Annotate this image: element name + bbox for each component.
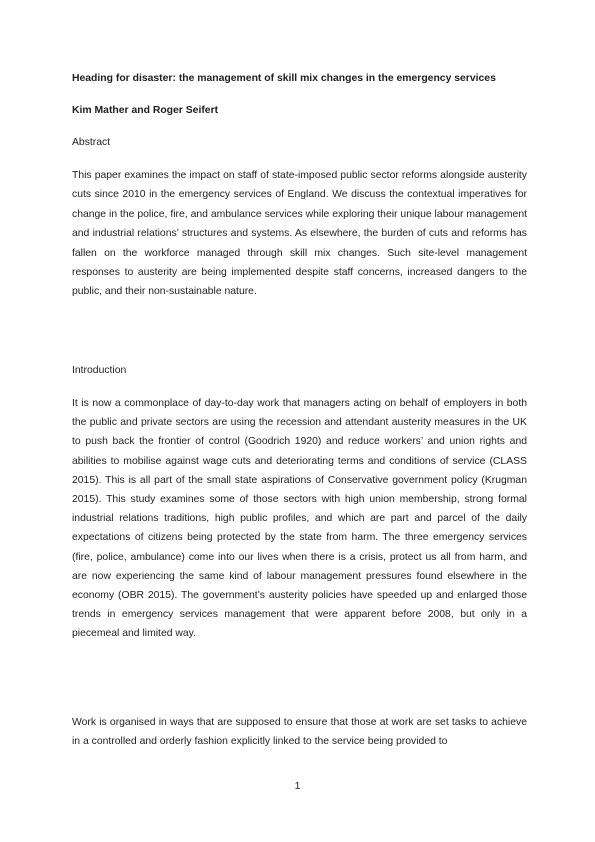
introduction-heading: Introduction [72,365,127,376]
paper-authors: Kim Mather and Roger Seifert [72,105,219,116]
abstract-heading: Abstract [72,137,111,148]
intro-paragraph-1: It is now a commonplace of day-to-day work that managers acting on behalf of employers in both the public and private sectors are using the recession and attendant austerity measures in the UK to push back the frontier of control (Goodrich 1920) and reduce workers’ and union rights and abilities to mobilise against wage cuts and deteriorating terms and conditions of service (CLASS 2015). This is all part of the small state aspirations of Conservative government policy (Krugman 2015). This study examines some of those sectors with high union membership, strong formal industrial relations traditions, high public profiles, and which are part and parcel of the daily expectations of citizens being protected by the state from harm. The three emergency services (fire, police, ambulance) come into our lives when there is a crisis, protect us all from harm, and are now experiencing the same kind of labour management pressures found elsewhere in the economy (OBR 2015). The government’s austerity policies have speeded up and enlarged those trends in emergency services management that were apparent before 2008, but only in a piecemeal and limited way. [72,398,527,640]
page-number: 1 [294,781,301,792]
paper-title: Heading for disaster: the management of skill mix changes in the emergency services [72,73,496,84]
abstract-text: This paper examines the impact on staff of state-imposed public sector reforms alongside austerity cuts since 2010 in the emergency services of England. We discuss the contextual imperatives for change in the police, fire, and ambulance services while exploring their unique labour management and industrial relations’ structures and systems. As elsewhere, the burden of cuts and reforms has fallen on the workforce managed through skill mix changes. Such site-level management responses to austerity are being implemented despite staff concerns, increased dangers to the public, and their non-sustainable nature. [72,170,527,298]
intro-paragraph-2: Work is organised in ways that are supposed to ensure that those at work are set tasks to achieve in a controlled and orderly fashion explicitly linked to the service being provided to [72,717,527,748]
